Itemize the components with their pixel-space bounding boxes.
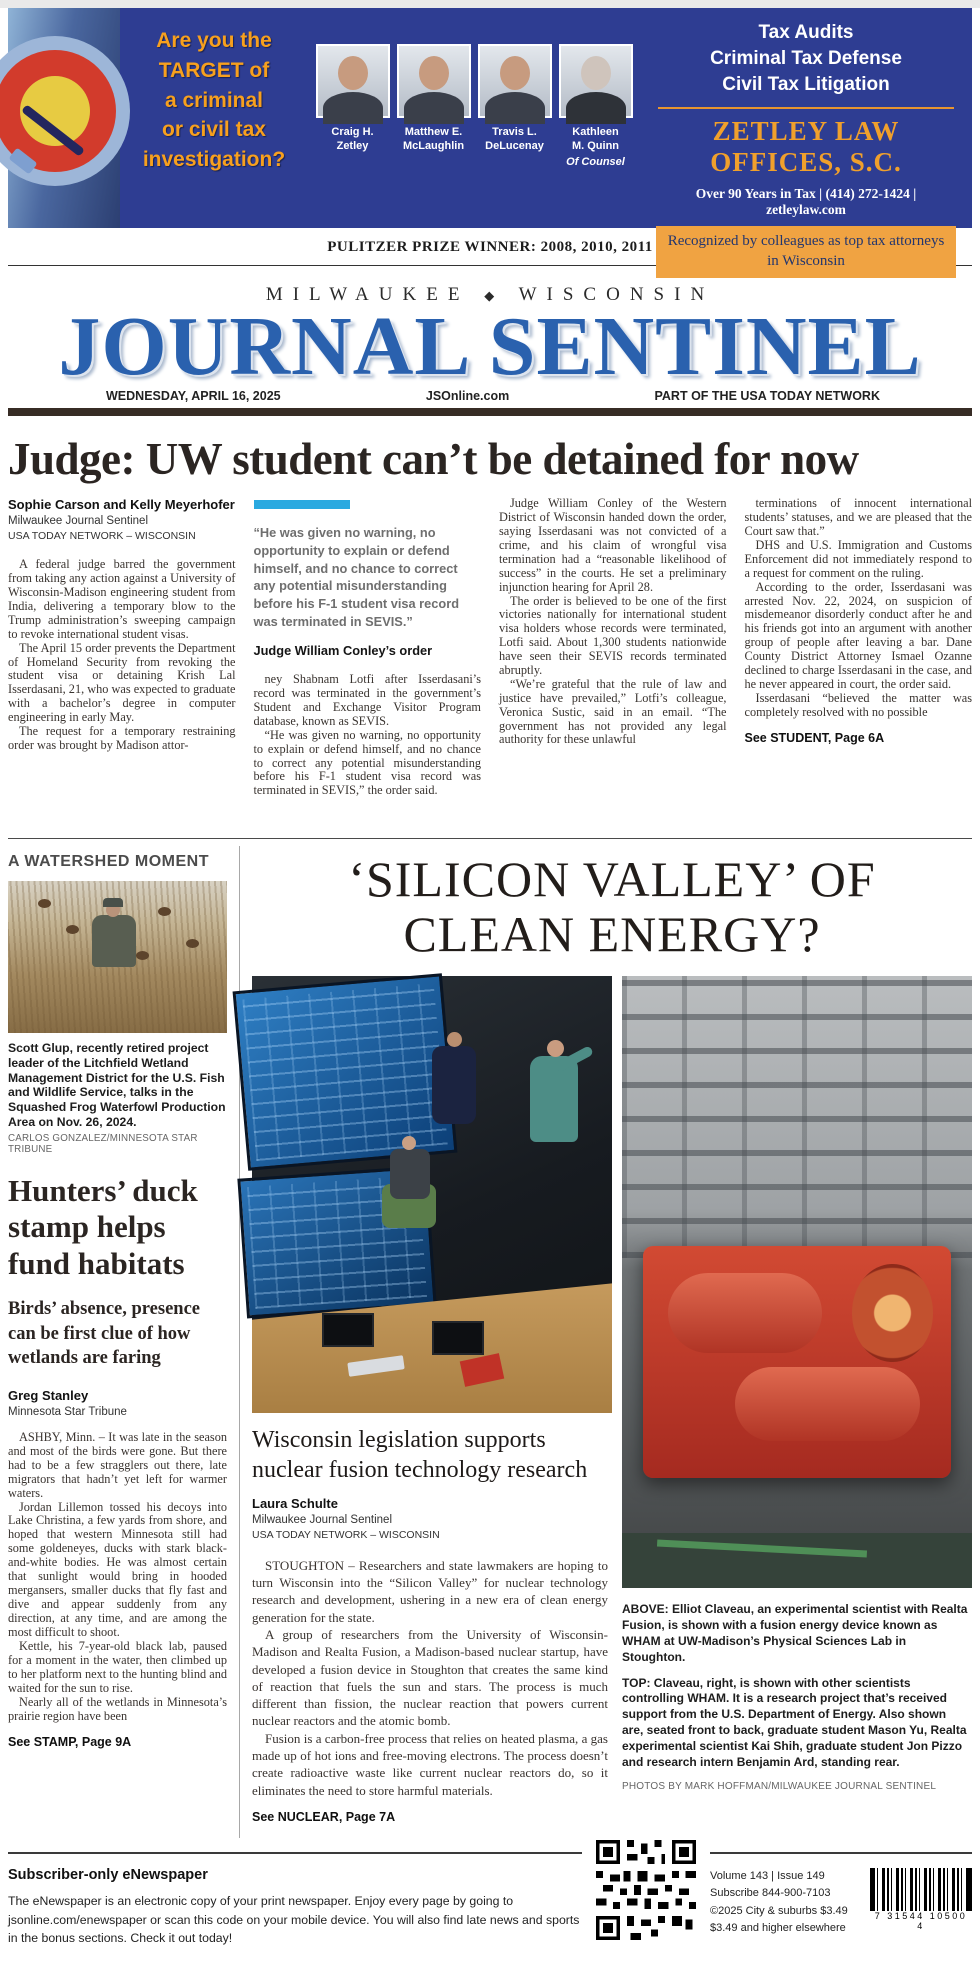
story-body: [252, 1557, 608, 1799]
qr-code-icon: [596, 1840, 696, 1945]
promo-text: The eNewspaper is an electronic copy of your print newspaper. Enjoy every page by going to jsonline.com/enewspaper or scan this code on your mobile device. You will also find late news and sports in the bonus sections. Check it out today!: [8, 1894, 580, 1946]
masthead-dateline: [8, 389, 972, 403]
masthead-state: WISCONSIN: [518, 284, 715, 305]
person-figure: [92, 915, 136, 967]
person-figure: [390, 1149, 430, 1199]
byline-network: USA TODAY NETWORK – WISCONSIN: [8, 530, 196, 543]
watershed-column: [8, 846, 240, 1838]
photo-captions: [622, 1602, 972, 1791]
byline-block: [8, 497, 236, 542]
masthead-city: MILWAUKEE: [265, 284, 470, 305]
barcode-bars: [870, 1868, 972, 1916]
ad-service: Tax Audits: [758, 22, 854, 43]
attorney-photo: [316, 44, 390, 118]
byline-block: [8, 1388, 227, 1418]
headshot-silhouette: [500, 56, 530, 90]
volume-issue: Volume 143 | Issue 149: [710, 1870, 825, 1882]
section-kicker: A WATERSHED MOMENT: [8, 853, 209, 871]
lead-column-2: [254, 497, 482, 829]
blue-screen: [233, 974, 458, 1172]
barcode-digits: 7 31544 10500 4: [870, 1911, 972, 1931]
article-paragraph: Kettle, his 7-year-old black lab, paused for a moment in the water, then climbed up to her platform next to the hunting blind and waited for the sun to rise.: [8, 1639, 227, 1695]
energy-banner-headline: ‘SILICON VALLEY’ OF CLEAN ENERGY?: [348, 851, 876, 963]
footer-strip: [8, 1852, 972, 1968]
attorney-name: Craig H. Zetley: [331, 126, 374, 153]
article-paragraph: “He was given no warning, no opportunity to explain or defend himself, and no chance to correct any potential misunderstanding before his F-1 student visa record was terminated in SEVIS,” the order said.: [253, 727, 481, 798]
ad-headline-line: TARGET of: [158, 58, 270, 82]
enewspaper-promo: [8, 1852, 582, 1948]
subscribe-phone: Subscribe 844-900-7103: [710, 1887, 831, 1900]
article-paragraph: According to the order, Isserdasani was arrested Nov. 22, 2024, on suspicion of misdemeanor disorderly conduct after he and his friends got into an argument with another group of people after leaving a bar. Dane County District Attorney Ismael Ozanne declined to charge Isserdasani in the case, and he never appeared in court, the order said.: [744, 579, 972, 691]
article-paragraph: Judge William Conley of the Western District of Wisconsin handed down the order, saying Isserdasani was not convicted of a crime, and his claim of wrongful visa termination had a “reasonable likelihood of success” in the courts. He set a preliminary injunction hearing for April 28.: [499, 496, 727, 594]
article-paragraph: Isserdasani “believed the matter was completely resolved with no possible: [744, 690, 972, 719]
promo-title: Subscriber-only eNewspaper: [8, 1867, 208, 1883]
ad-headline-line: investigation?: [142, 148, 286, 172]
photo-caption: Scott Glup, recently retired project leader of the Litchfield Wetland Management District for the U.S. Fish and Wildlife Service, talks in the Squashed Frog Waterfowl Production Area on Nov. 26, 2024.: [8, 1041, 226, 1129]
byline-author: Sophie Carson and Kelly Meyerhofer: [8, 497, 235, 513]
machine-ring-icon: [852, 1264, 932, 1362]
ad-headline-line: a criminal: [164, 88, 264, 112]
story-subhead: Birds’ absence, presence can be first clue of how wetlands are faring: [8, 1298, 201, 1369]
section-divider: [8, 838, 972, 839]
monitor-icon: [322, 1313, 374, 1347]
attorney-matthew-mclaughlin: [396, 44, 472, 228]
continuation-line: See STUDENT, Page 6A: [744, 730, 885, 745]
byline-author: Laura Schulte: [252, 1495, 338, 1511]
lead-column-4: [745, 497, 973, 829]
control-room-photo: [252, 976, 612, 1413]
fusion-device-photo: [622, 976, 972, 1588]
story-body: [8, 1431, 227, 1724]
diamond-icon: ◆: [484, 288, 505, 303]
headshot-silhouette: [581, 56, 611, 90]
attorney-travis-delucenay: [477, 44, 553, 228]
article-paragraph: ASHBY, Minn. – It was late in the season and most of the birds were gone. But there had to be a few stragglers out there, late migrators that hadn’t yet left for warmer waters.: [8, 1429, 227, 1500]
attorney-name: Kathleen M. Quinn: [571, 126, 620, 153]
pulitzer-line: PULITZER PRIZE WINNER: 2008, 2010, 2011: [327, 239, 653, 255]
headshot-silhouette: [338, 56, 368, 90]
issue-info: [710, 1868, 860, 1938]
photo-credit: PHOTOS BY MARK HOFFMAN/MILWAUKEE JOURNAL SENTINEL: [622, 1780, 937, 1792]
article-paragraph: The order is believed to be one of the first victories nationally for international student visa holders whose records were terminated, Lotfi said. About 1,300 students nationwide have seen their SEVIS records terminated abruptly.: [499, 593, 727, 677]
wham-machine-shape: [643, 1246, 951, 1479]
pull-quote-text: “He was given no warning, no opportunity to explain or defend himself, and no chance to correct any potential misunderstanding before his F-1 student visa record was terminated in SEVIS.”: [253, 525, 460, 629]
price-line-1: ©2025 City & suburbs $3.49: [710, 1904, 848, 1917]
monitor-icon: [432, 1321, 484, 1355]
article-paragraph: Jordan Lillemon tossed his decoys into Lake Christina, a few yards from shore, and hoped that western Minnesota still had some goldeneyes, ducks with stark black-and-white bodies. He was almost certain that sunlight would bring in hooded mergansers, smaller ducks that fly fast and dive and appear suddenly from any direction, at any time, and are among the most difficult to shoot.: [8, 1499, 227, 1640]
continuation-line: See NUCLEAR, Page 7A: [252, 1809, 396, 1824]
energy-right-column: [622, 976, 972, 1823]
attorney-list: [308, 8, 640, 228]
attorney-craig-zetley: [315, 44, 391, 228]
article-paragraph: The April 15 order prevents the Department of Homeland Security from revoking the student visa or detaining Krish Lal Isserdasani, 21, who was expected to graduate with a bachelor’s degree in computer engineering in early May.: [8, 640, 236, 725]
attorney-of-counsel-note: Of Counsel: [566, 155, 625, 168]
story-headline: Hunters’ duck stamp helps fund habitats: [8, 1173, 198, 1281]
pull-quote-attribution: Judge William Conley’s order: [253, 643, 433, 659]
article-paragraph: A federal judge barred the government from taking any action against a University of Wisconsin-Madison engineering student from India, delivering a temporary blow to the Trump administration’s sweeping campaign to revoke international student visas.: [8, 557, 236, 641]
fusion-article: [252, 1426, 612, 1823]
dartboard-graphic: [8, 8, 120, 228]
newspaper-title: JOURNAL SENTINEL: [58, 300, 922, 393]
lead-column-1: [8, 497, 236, 829]
energy-left-column: [252, 976, 612, 1823]
ad-badge: Recognized by colleagues as top tax attorneys in Wisconsin: [656, 226, 956, 279]
energy-photos: [252, 976, 972, 1823]
article-paragraph: DHS and U.S. Immigration and Customs Enforcement did not immediately respond to a request for comment on the ruling.: [744, 537, 972, 580]
continuation-line: See STAMP, Page 9A: [8, 1734, 132, 1749]
bottom-section: [0, 846, 980, 1838]
article-paragraph: A group of researchers from the University of Wisconsin-Madison and Realta Fusion, a Madison-based nuclear startup, have developed a fusion device in Stoughton that creates the same kind of reaction that fuels the sun and stars. The process is much different than fission, the nuclear reaction that powers current nuclear reactors and the atomic bomb.: [252, 1626, 608, 1729]
publication-date: WEDNESDAY, APRIL 16, 2025: [106, 389, 281, 404]
photo-credit: CARLOS GONZALEZ/MINNESOTA STAR TRIBUNE: [8, 1133, 198, 1156]
ad-service: Criminal Tax Defense: [710, 48, 902, 70]
article-paragraph: STOUGHTON – Researchers and state lawmakers are hoping to turn Wisconsin into the “Silicon Valley” for nuclear technology research and development, ushering in a new era of clean energy generation for the state.: [252, 1557, 608, 1625]
article-paragraph: terminations of innocent international students’ statuses, and we are pleased that the Court saw that.”: [744, 496, 972, 539]
ad-contact-line: Over 90 Years in Tax | (414) 272-1424 | zetleylaw.com: [695, 185, 917, 217]
masthead: [0, 284, 980, 416]
ad-headline-line: Are you the: [156, 29, 272, 52]
article-paragraph: Fusion is a carbon-free process that relies on heated plasma, a gas made up of hot ions and free-moving electrons. The process doesn’t create radioactive waste like current nuclear reactors do, so it eliminates the need to store harmful materials.: [252, 1730, 608, 1798]
barcode: [870, 1868, 972, 1938]
byline-org: Milwaukee Journal Sentinel: [252, 1513, 392, 1526]
lead-headline: Judge: UW student can’t be detained for now: [8, 434, 859, 485]
lead-column-3: [499, 497, 727, 829]
caption-top: TOP: Claveau, right, is shown with other scientists controlling WHAM. It is a research project that’s received support from the U.S. Department of Energy. Also shown are, seated front to back, graduate student Mason Yu, Realta experimental scientist Kai Shih, graduate student Jon Pizzo and research intern Benjamin Ard, standing rear.: [622, 1675, 967, 1769]
energy-section: [240, 846, 972, 1838]
ad-firm-name: ZETLEY LAW OFFICES, S.C.: [710, 115, 902, 177]
lead-story: [0, 433, 980, 829]
ad-service: Civil Tax Litigation: [722, 74, 890, 96]
attorney-name: Travis L. DeLucenay: [485, 126, 544, 153]
pull-quote-accent-bar: [254, 500, 350, 509]
hunter-photo: [8, 881, 227, 1033]
ad-headline-line: or civil tax: [162, 118, 266, 142]
attorney-name: Matthew E. McLaughlin: [402, 126, 465, 153]
attorney-kathleen-quinn: [558, 44, 634, 228]
article-paragraph: ney Shabnam Lotfi after Isserdasani’s record was terminated in the government’s Student and Exchange Visitor Program database, known as SEVIS.: [253, 672, 481, 728]
byline-org: Milwaukee Journal Sentinel: [8, 515, 148, 528]
masthead-bar: [8, 408, 972, 416]
ad-services-panel: [640, 8, 972, 269]
cap-icon: [103, 898, 123, 907]
byline-org: Minnesota Star Tribune: [8, 1405, 127, 1418]
story-headline: Wisconsin legislation supports nuclear fusion technology research: [252, 1427, 588, 1483]
attorney-photo: [478, 44, 552, 118]
attorney-photo: [559, 44, 633, 118]
article-paragraph: “We’re grateful that the rule of law and justice have prevailed,” Lotfi’s colleague, Veronica Sustic, said in an email. “The government has not provided any legal authority for these unlawful: [499, 676, 727, 747]
newspaper-front-page: [0, 8, 980, 1968]
ad-divider: [658, 107, 954, 109]
ad-headline: [120, 8, 308, 228]
article-paragraph: The request for a temporary restraining order was brought by Madison attor-: [8, 724, 236, 752]
byline-block: [252, 1496, 608, 1541]
byline-author: Greg Stanley: [8, 1387, 89, 1403]
article-paragraph: Nearly all of the wetlands in Minnesota’s prairie region have been: [8, 1694, 227, 1723]
person-figure: [432, 1046, 476, 1124]
network-label: PART OF THE USA TODAY NETWORK: [654, 389, 880, 404]
lead-columns: [8, 497, 972, 829]
headshot-silhouette: [419, 56, 449, 90]
person-figure: [530, 1056, 578, 1142]
issue-info-block: [710, 1852, 972, 1938]
website-url: JSOnline.com: [425, 389, 510, 404]
caption-above: ABOVE: Elliot Claveau, an experimental scientist with Realta Fusion, is shown with a fusion energy device known as WHAM at UW-Madison’s Physical Sciences Lab in Stoughton.: [622, 1602, 968, 1664]
byline-network: USA TODAY NETWORK – WISCONSIN: [252, 1528, 440, 1541]
price-line-2: $3.49 and higher elsewhere: [710, 1922, 846, 1935]
ceiling-beams: [622, 976, 972, 1258]
attorney-photo: [397, 44, 471, 118]
